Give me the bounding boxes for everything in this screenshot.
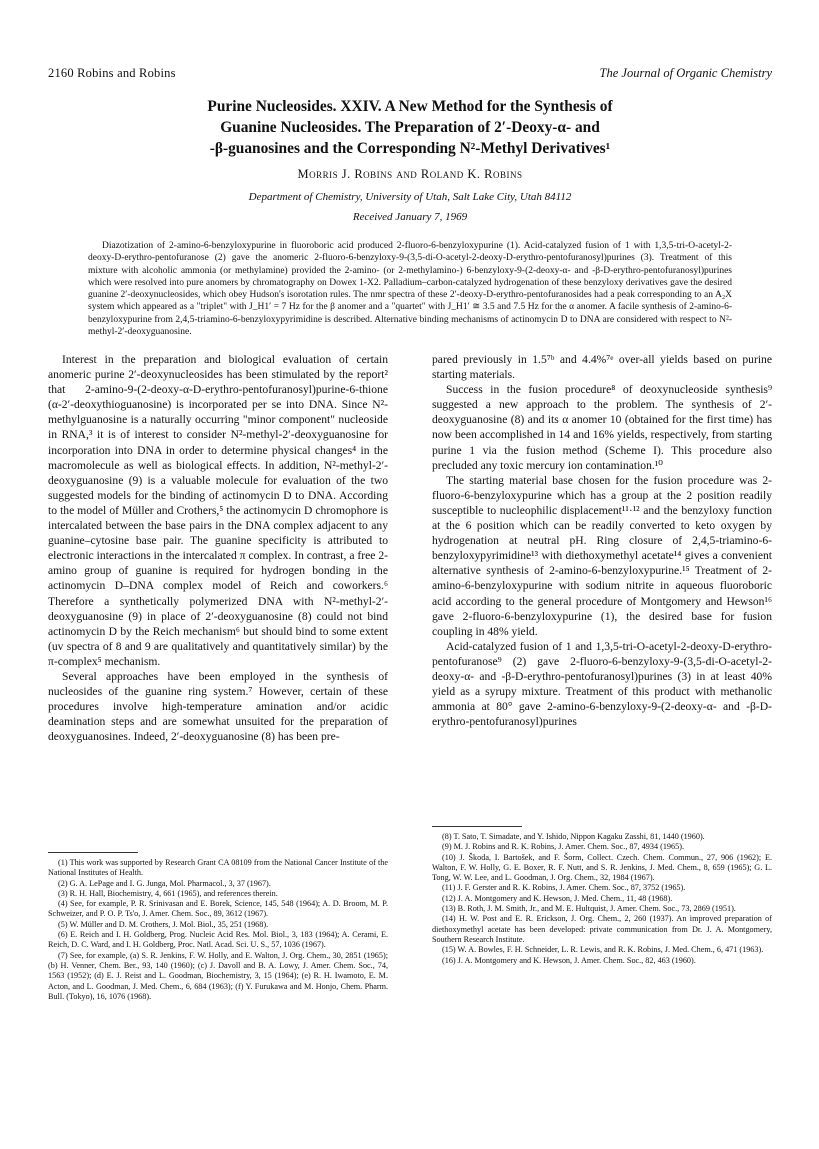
journal-name: The Journal of Organic Chemistry: [599, 66, 772, 80]
page-number-and-authors: 2160 Robins and Robins: [48, 66, 176, 80]
body-paragraph: The starting material base chosen for the fusion procedure was 2-fluoro-6-benzyloxypurine which has a group at the 2 position readily susceptible to nucleophilic displacement¹¹·¹² and the benzyloxy function at the 6 position which can be readily converted to keto oxygen by hydrogenation at neutral pH. Ring closure of 2,4,5-triamino-6-benzyloxypyrimidine¹³ with diethoxymethyl acetate¹⁴ gives a convenient alternative synthesis of 2-amino-6-benzyloxypurine.¹⁵ Treatment of 2-amino-6-benzyloxypurine with sodium nitrite in aqueous fluoroboric acid according to the general procedure of Montgomery and Hewson¹⁶ gave 2-fluoro-6-benzyloxypurine (1), the desired base for fusion coupling in 48% yield.: [432, 473, 772, 638]
footnote: (12) J. A. Montgomery and K. Hewson, J. Med. Chem., 11, 48 (1968).: [442, 893, 673, 903]
footnote: (6) E. Reich and I. H. Goldberg, Prog. Nucleic Acid Res. Mol. Biol., 3, 183 (1964); A. Cerami, E. Reich, D. C. Ward, and I. H. Goldberg, Proc. Natl. Acad. Sci. U. S., 57, 1036 (1967).: [48, 930, 388, 950]
body-paragraph: Several approaches have been employed in the synthesis of nucleosides of the guanine ring system.⁷ However, certain of these procedures involve high-temperature amination and/or acidic deamination steps and are somewhat unsuited for the preparation of deoxyguanosines. Indeed, 2′-deoxyguanosine (8) has been pre-: [48, 669, 388, 744]
footnote: (14) H. W. Post and E. R. Erickson, J. Org. Chem., 2, 260 (1937). An improved preparation of diethoxymethyl acetate has been developed: private communication from Dr. J. A. Montgomery, Southern Research Institute.: [432, 914, 772, 944]
body-paragraph: Interest in the preparation and biological evaluation of certain anomeric purine 2′-deoxynucleosides has been stimulated by the report² that 2-amino-9-(2-deoxy-α-D-erythro-pentofuranosyl)purine-6-thione (α-2′-deoxythioguanosine) is incorporated per se into DNA. Since N²-methylguanosine is a naturally occurring "minor component" nucleoside in RNA,³ it is of interest to consider N²-methyl-2′-deoxyguanosine for incorporation into DNA in order to determine physical changes⁴ in the macromolecule as well as biological effects. In addition, N²-methyl-2′-deoxyguanosine (9) is a valuable molecule for evaluation of the two suggested models for the binding of actinomycin D to DNA. According to the model of Müller and Crothers,⁵ the actinomycin D chromophore is intercalated between the base pairs in the DNA complex adjacent to any guanine–cytosine base pair. The guanine specificity is attributed to electronic interactions in the intercalated π complex. In contrast, a free 2-amino group of guanine is required for hydrogen bonding in the actinomycin D–DNA complex model of Reich and coworkers.⁶ Therefore a synthetically polymerized DNA with N²-methyl-2′-deoxyguanosine (9) in place of 2′-deoxyguanosine (8) could not bind actinomycin D by the Reich mechanism⁶ but should bind to some extent (uv spectra of 8 and 9 are qualitatively and quantitatively similar) by the π-complex⁵ mechanism.: [48, 353, 388, 668]
article-title: [48, 96, 772, 159]
footnote: (15) W. A. Bowles, F. H. Schneider, L. R. Lewis, and R. K. Robins, J. Med. Chem., 6, 471 (1963).: [442, 945, 764, 955]
abstract: Diazotization of 2-amino-6-benzyloxypurine in fluoroboric acid produced 2-fluoro-6-benzyloxypurine (1). Acid-catalyzed fusion of 1 with 1,3,5-tri-O-acetyl-2-deoxy-D-erythro-pentofuranose (2) gave the anomeric 2-fluoro-6-benzyloxy-9-(3,5-di-O-acetyl-2-deoxy-D-erythro-pentofuranosyl)purines (3). Treatment of this mixture with alcoholic ammonia (or methylamine) provided the 2-amino- (or 2-methylamino-) 6-benzyloxy-9-(2-deoxy-α- and -β-D-erythro-pentofuranosyl)purines which were resolved into pure anomers by chromatography on Dowex 1-X2. Palladium–carbon-catalyzed hydrogenation of these benzyloxy derivatives gave the desired guanine 2′-deoxynucleosides, which obey Hudson's isorotation rules. The nmr spectra of these 2′-deoxy-D-erythro-pentofuranosides had a peak corresponding to an A₂X system which appeared as a "triplet" with J_H1′ = 7 Hz for the β anomer and a "quartet" with J_H1′ ≅ 3.5 and 7.5 Hz for the α anomer. A facile synthesis of 2-amino-6-benzyloxypurine from 2,4,5-triamino-6-benzyloxypyrimidine is described. Alternative binding mechanisms of actinomycin D to DNA are considered with respect to N²-methyl-2′-deoxyguanosine.: [88, 241, 732, 338]
received-date: Received January 7, 1969: [352, 211, 468, 223]
author-list: Morris J. Robins and Roland K. Robins: [297, 167, 523, 181]
title-line: Guanine Nucleosides. The Preparation of 2′-Deoxy-α- and: [220, 119, 600, 136]
footnote: (11) J. F. Gerster and R. K. Robins, J. Amer. Chem. Soc., 87, 3752 (1965).: [442, 883, 686, 893]
body-column-right: [432, 352, 772, 729]
affiliation: Department of Chemistry, University of Utah, Salt Lake City, Utah 84112: [248, 191, 572, 203]
footnote: (9) M. J. Robins and R. K. Robins, J. Amer. Chem. Soc., 87, 4934 (1965).: [442, 842, 684, 852]
footnote: (10) J. Škoda, I. Bartošek, and F. Šorm, Collect. Czech. Chem. Commun., 27, 906 (1962); E. Walton, F. W. Holly, G. E. Boxer, R. F. Nutt, and S. R. Jenkins, J. Med. Chem., 8, 659 (1965); G. L. Tong, W. W. Lee, and L. Goodman, J. Org. Chem., 32, 1984 (1967).: [432, 852, 772, 883]
title-line: -β-guanosines and the Corresponding N²-Methyl Derivatives¹: [209, 140, 611, 157]
body-column-left: [48, 352, 388, 744]
footnote: (13) B. Roth, J. M. Smith, Jr., and M. E. Hultquist, J. Amer. Chem. Soc., 73, 2869 (1951).: [442, 904, 736, 914]
footnote: (16) J. A. Montgomery and K. Hewson, J. Amer. Chem. Soc., 82, 463 (1960).: [442, 955, 696, 965]
body-paragraph: pared previously in 1.5⁷ᵇ and 4.4%⁷ᵉ over-all yields based on purine starting materials.: [432, 353, 772, 382]
footnote: (8) T. Sato, T. Simadate, and Y. Ishido, Nippon Kagaku Zasshi, 81, 1440 (1960).: [442, 832, 705, 841]
footnote: (2) G. A. LePage and I. G. Junga, Mol. Pharmacol., 3, 37 (1967).: [58, 878, 271, 888]
footnote-divider: [48, 852, 138, 853]
footnote: (7) See, for example, (a) S. R. Jenkins, F. W. Holly, and E. Walton, J. Org. Chem., 30, 2851 (1965); (b) H. Venner, Chem. Ber., 93, 140 (1960); (c) J. Davoll and B. A. Lowy, J. Amer. Chem. Soc., 74, 1563 (1952); (d) E. J. Reist and L. Goodman, Biochemistry, 3, 15 (1964); (e) R. H. Iwamoto, E. M. Acton, and L. Goodman, J. Med. Chem., 6, 684 (1963); (f) Y. Furukawa and M. Honjo, Chem. Pharm. Bull. (Tokyo), 16, 1076 (1968).: [48, 950, 388, 1001]
footnote: (3) R. H. Hall, Biochemistry, 4, 661 (1965), and references therein.: [58, 888, 278, 898]
body-paragraph: Acid-catalyzed fusion of 1 and 1,3,5-tri-O-acetyl-2-deoxy-D-erythro-pentofuranose⁹ (2) gave 2-fluoro-6-benzyloxy-9-(3,5-di-O-acetyl-2-deoxy-α- and -β-D-erythro-pentofuranosyl)purines (3) in at least 40% yield as a syrupy mixture. Treatment of this product with methanolic ammonia at 80° gave 2-amino-6-benzyloxy-9-(2-deoxy-α- and -β-D-erythro-pentofuranosyl)purines: [432, 639, 772, 729]
footnotes-left: [48, 858, 388, 1002]
footnote: (5) W. Müller and D. M. Crothers, J. Mol. Biol., 35, 251 (1968).: [58, 919, 269, 929]
footnotes-right: [432, 832, 772, 966]
body-paragraph: Success in the fusion procedure⁸ of deoxynucleoside synthesis⁹ suggested a new approach to the problem. The synthesis of 2′-deoxyguanosine (8) and its α anomer 10 (obtained for the first time) has now been accomplished in 14 and 16% yields, respectively, from starting purine 1 via the fusion method (Scheme I). This procedure also precluded any toxic mercury ion contamination.¹⁰: [432, 383, 772, 472]
running-header: [48, 66, 772, 82]
footnote-divider: [432, 826, 522, 827]
footnote: (1) This work was supported by Research Grant CA 08109 from the National Cancer Institute of the National Institutes of Health.: [48, 858, 388, 878]
footnote: (4) See, for example, P. R. Srinivasan and E. Borek, Science, 145, 548 (1964); A. D. Broom, M. P. Schweizer, and P. O. P. Ts'o, J. Amer. Chem. Soc., 89, 3612 (1967).: [48, 899, 388, 919]
title-line: Purine Nucleosides. XXIV. A New Method for the Synthesis of: [207, 98, 613, 115]
